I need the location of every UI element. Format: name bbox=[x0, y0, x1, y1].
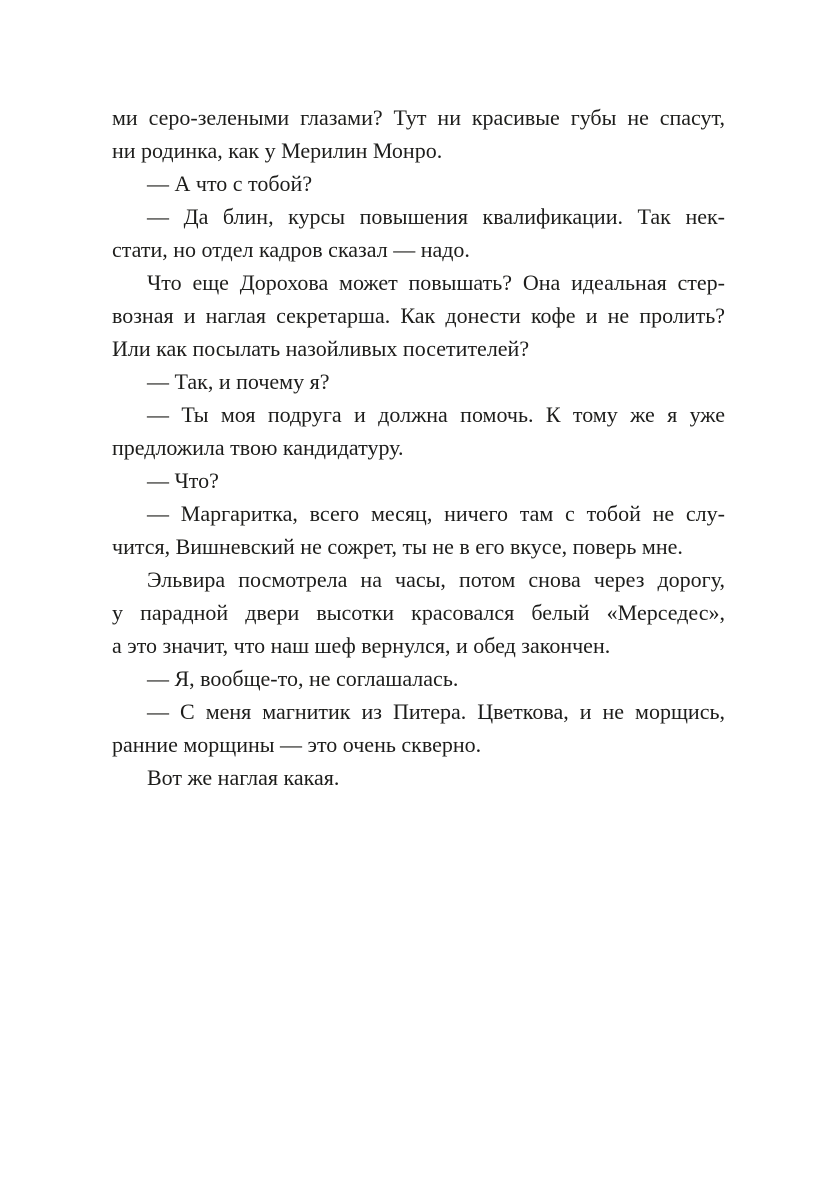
paragraph bbox=[112, 497, 725, 563]
paragraph bbox=[112, 695, 725, 761]
text-line: стати, но отдел кадров сказал — надо. bbox=[112, 237, 470, 262]
text-line: ранние морщины — это очень скверно. bbox=[112, 732, 482, 757]
text-line: Вот же наглая какая. bbox=[147, 765, 340, 790]
paragraph bbox=[112, 464, 725, 497]
text-line: а это значит, что наш шеф вернулся, и обед закончен. bbox=[112, 633, 611, 658]
text-line: — Так, и почему я? bbox=[147, 369, 330, 394]
text-line: предложила твою кандидатуру. bbox=[112, 435, 404, 460]
text-line: возная и наглая секретарша. Как донести кофе и не пролить? bbox=[112, 303, 725, 328]
page-text bbox=[112, 101, 725, 794]
text-line: — Я, вообще-то, не соглашалась. bbox=[147, 666, 459, 691]
text-line: — Да блин, курсы повышения квалификации. Так нек- bbox=[147, 204, 725, 229]
text-line: — С меня магнитик из Питера. Цветкова, и не морщись, bbox=[147, 699, 725, 724]
paragraph bbox=[112, 761, 725, 794]
paragraph bbox=[112, 200, 725, 266]
paragraph bbox=[112, 101, 725, 167]
paragraph bbox=[112, 167, 725, 200]
text-line: ми серо-зелеными глазами? Тут ни красивые губы не спасут, bbox=[112, 105, 725, 130]
text-line: чится, Вишневский не сожрет, ты не в его вкусе, поверь мне. bbox=[112, 534, 683, 559]
text-line: — А что с тобой? bbox=[147, 171, 313, 196]
text-line: Что еще Дорохова может повышать? Она идеальная стер- bbox=[147, 270, 725, 295]
paragraph bbox=[112, 563, 725, 662]
text-line: — Маргаритка, всего месяц, ничего там с тобой не слу- bbox=[147, 501, 725, 526]
text-line: — Что? bbox=[147, 468, 219, 493]
text-line: Эльвира посмотрела на часы, потом снова через дорогу, bbox=[147, 567, 725, 592]
text-line: Или как посылать назойливых посетителей? bbox=[112, 336, 530, 361]
paragraph bbox=[112, 398, 725, 464]
paragraph bbox=[112, 662, 725, 695]
paragraph bbox=[112, 365, 725, 398]
text-line: ни родинка, как у Мерилин Монро. bbox=[112, 138, 443, 163]
text-line: у парадной двери высотки красовался белый «Мерседес», bbox=[112, 600, 725, 625]
paragraph bbox=[112, 266, 725, 365]
text-line: — Ты моя подруга и должна помочь. К тому же я уже bbox=[147, 402, 725, 427]
